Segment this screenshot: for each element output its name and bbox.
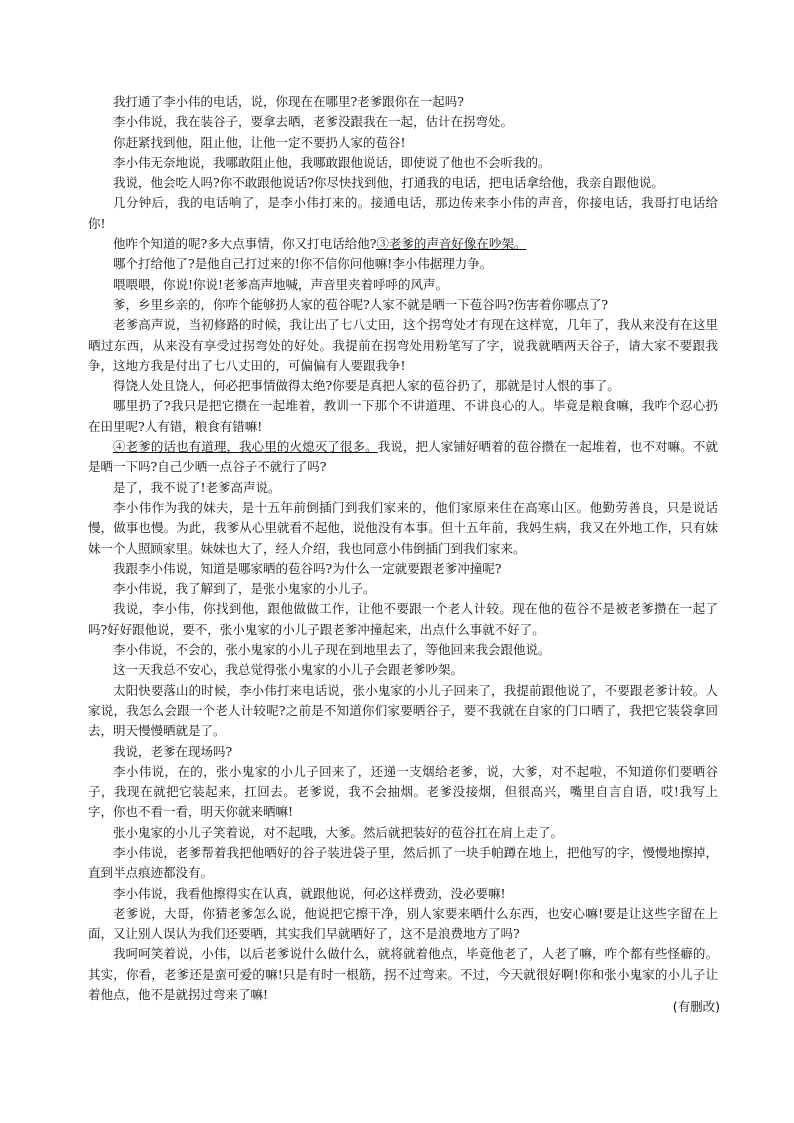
paragraph: 这一天我总不安心，我总觉得张小鬼家的小儿子会跟老爹吵架。 bbox=[113, 662, 464, 678]
paragraph: 张小鬼家的小儿子笑着说，对不起哦，大爹。然后就把装好的苞谷扛在肩上走了。 bbox=[113, 824, 564, 840]
article-body bbox=[88, 92, 718, 1005]
paragraph: 李小伟说，不会的，张小鬼家的小儿子现在到地里去了，等他回来我会跟他说。 bbox=[113, 642, 551, 658]
paragraph: 是了，我不说了!老爹高声说。 bbox=[113, 479, 281, 495]
paragraph: 李小伟说，在的，张小鬼家的小儿子回来了，还递一支烟给老爹，说，大爹，对不起啦，不知道你们要晒谷子，我现在就把它装起来，扛回去。老爹说，我不会抽烟。老爹没接烟，但很高兴，嘴里自言自语，哎!我写上字，你也不看一看，明天你就来晒嘛! bbox=[88, 763, 718, 820]
paragraph bbox=[88, 234, 718, 254]
paragraph: 李小伟无奈地说，我哪敢阻止他，我哪敢跟他说话，即使说了他也不会听我的。 bbox=[113, 154, 551, 170]
paragraph-text: 我说，把人家铺好晒着的苞谷攒在一起堆着，也不对嘛。不就是晒一下吗?自己少晒一点谷子不就行了吗? bbox=[88, 439, 718, 475]
paragraph: 我说，李小伟，你找到他，跟他做做工作，让他不要跟一个老人计较。现在他的苞谷不是被老爹攒在一起了吗?好好跟他说，要不，张小鬼家的小儿子跟老爹冲撞起来，出点什么事就不好了。 bbox=[88, 601, 718, 637]
paragraph: 你赶紧找到他，阻止他，让他一定不要扔人家的苞谷! bbox=[113, 134, 406, 150]
paragraph: 李小伟说，我在装谷子，要拿去晒，老爹没跟我在一起，估计在拐弯处。 bbox=[113, 114, 514, 130]
paragraph: 几分钟后，我的电话响了，是李小伟打来的。接通电话，那边传来李小伟的声音，你接电话，我哥打电话给你! bbox=[88, 195, 718, 231]
paragraph: 得饶人处且饶人，何必把事情做得太绝?你要是真把人家的苞谷扔了，那就是讨人恨的事了。 bbox=[113, 378, 620, 394]
paragraph: 李小伟说，我看他擦得实在认真，就跟他说，何必这样费劲，没必要嘛! bbox=[113, 885, 506, 901]
marked-sentence-3: ③老爹的声音好像在吵架。 bbox=[376, 236, 527, 252]
paragraph: 我说，老爹在现场吗? bbox=[113, 743, 233, 759]
paragraph: 我打通了李小伟的电话，说，你现在在哪里?老爹跟你在一起吗? bbox=[113, 94, 464, 109]
paragraph: 李小伟说，我了解到了，是张小鬼家的小儿子。 bbox=[113, 581, 376, 597]
paragraph: 老爹说，大哥，你猜老爹怎么说，他说把它擦干净，别人家要来晒什么东西，也安心嘛!要是让这些字留在上面，又让别人误认为我们还要晒，其实我们早就晒好了，这不是浪费地方了吗? bbox=[88, 905, 718, 942]
paragraph: 老爹高声说，当初修路的时候，我让出了七八丈田，这个拐弯处才有现在这样宽，几年了，我从来没有在这里晒过东西，从来没有享受过拐弯处的好处。我提前在拐弯处用粉笔写了字，说我就晒两天谷子，请大家不要跟我争，这地方我是付出了七八丈田的，可偏偏有人要跟我争! bbox=[88, 317, 718, 373]
paragraph: 李小伟作为我的妹夫，是十五年前倒插门到我们家来的，他们家原来住在高寒山区。他勤劳善良，只是说话慢，做事也慢。为此，我爹从心里就看不起他，说他没有本事。但十五年前，我妈生病，我又在外地工作，只有妹妹一个人照顾家里。妹妹也大了，经人介绍，我也同意小伟倒插门到我们家来。 bbox=[88, 499, 718, 556]
paragraph: 我说，他会吃人吗?你不敢跟他说话?你尽快找到他，打通我的电话，把电话拿给他，我亲自跟他说。 bbox=[113, 175, 664, 191]
paragraph: 我呵呵笑着说，小伟，以后老爹说什么做什么，就将就着他点，毕竟他老了，人老了嘛，咋个都有些怪癖的。其实，你看，老爹还是蛮可爱的嘛!只是有时一根筋，拐不过弯来。不过，今天就很好啊!你和张小鬼家的小儿子让着他点，他不是就拐过弯来了嘛! bbox=[88, 946, 718, 1003]
marked-sentence-4: ④老爹的话也有道理，我心里的火熄灭了很多。 bbox=[113, 439, 378, 455]
source-note: (有删改) bbox=[672, 999, 720, 1014]
paragraph bbox=[88, 437, 718, 478]
paragraph-text: 他咋个知道的呢?多大点事情，你又打电话给他? bbox=[113, 236, 377, 252]
paragraph: 喂喂喂，你说!你说!老爹高声地喊，声音里夹着呼呼的风声。 bbox=[113, 276, 449, 292]
paragraph: 爹，乡里乡亲的，你咋个能够扔人家的苞谷呢?人家不就是晒一下苞谷吗?伤害着你哪点了? bbox=[113, 296, 609, 312]
paragraph: 哪个打给他了?是他自己打过来的!你不信你问他嘛!李小伟据理力争。 bbox=[113, 256, 493, 272]
paragraph: 李小伟说，老爹帮着我把他晒好的谷子装进袋子里，然后抓了一块手帕蹲在地上，把他写的字，慢慢地擦掉，直到半点痕迹都没有。 bbox=[88, 844, 718, 881]
paragraph: 太阳快要落山的时候，李小伟打来电话说，张小鬼家的小儿子回来了，我提前跟他说了，不要跟老爹计较。人家说，我怎么会跟一个老人计较呢?之前是不知道你们家要晒谷子，要不我就在自家的门口晒了，我把它装袋拿回去，明天慢慢晒就是了。 bbox=[88, 682, 718, 739]
paragraph: 我跟李小伟说，知道是哪家晒的苞谷吗?为什么一定就要跟老爹冲撞呢? bbox=[113, 560, 502, 576]
paragraph: 哪里扔了?我只是把它攒在一起堆着，教训一下那个不讲道理、不讲良心的人。毕竟是粮食嘛，我咋个忍心扔在田里呢?人有错，粮食有错嘛! bbox=[88, 398, 718, 434]
